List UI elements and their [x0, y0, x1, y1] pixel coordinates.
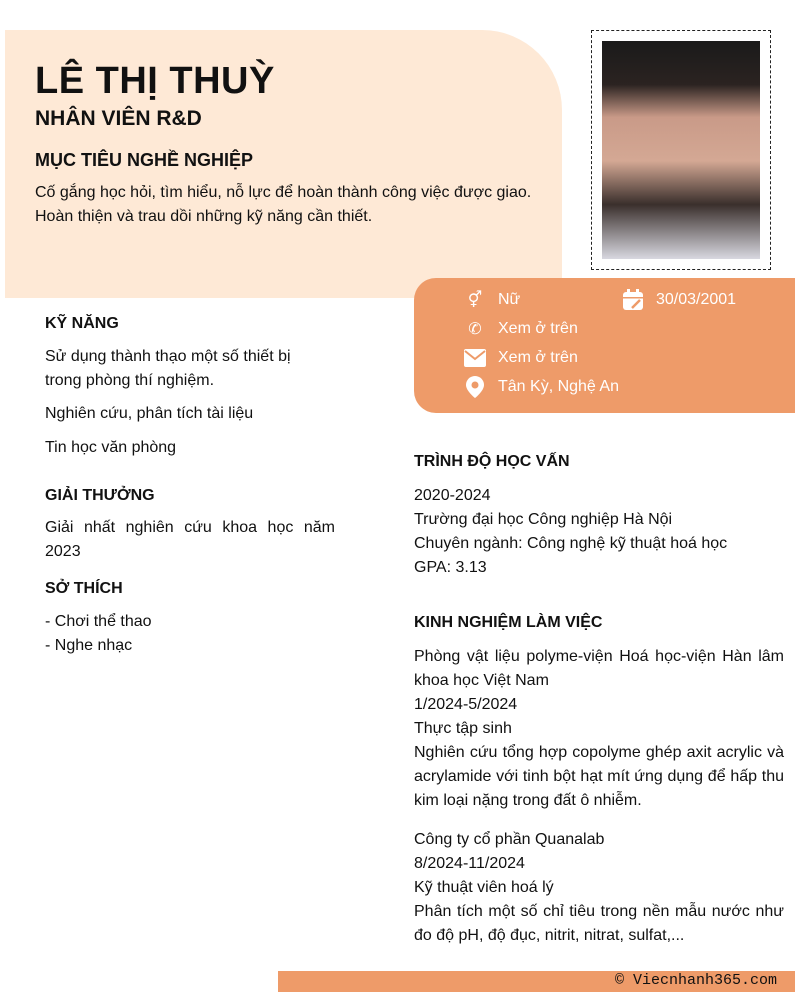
education-school: Trường đại học Công nghiệp Hà Nội: [414, 511, 673, 528]
gender-icon: ⚥: [467, 292, 483, 309]
skill-item: Nghiên cứu, phân tích tài liệu: [45, 405, 254, 422]
footer-bar: [278, 971, 795, 992]
email-icon: [464, 347, 486, 369]
job-period: 1/2024-5/2024: [414, 696, 518, 713]
skill-item: Sử dụng thành thạo một số thiết bị trong phòng thí nghiệm.: [45, 348, 291, 389]
profile-photo-frame: [591, 30, 771, 270]
hobby-item: - Chơi thể thao: [45, 613, 152, 630]
job-title: NHÂN VIÊN R&D: [35, 107, 202, 130]
job-role: Kỹ thuật viên hoá lý: [414, 879, 554, 896]
hobby-item: - Nghe nhạc: [45, 637, 133, 654]
education-period: 2020-2024: [414, 487, 491, 504]
skill-item: Tin học văn phòng: [45, 439, 177, 456]
experience-item: [414, 828, 784, 948]
education-major: Chuyên ngành: Công nghệ kỹ thuật hoá học: [414, 535, 728, 552]
job-company: Công ty cổ phần Quanalab: [414, 831, 605, 848]
address-value: Tân Kỳ, Nghệ An: [498, 378, 619, 395]
awards-heading: GIẢI THƯỞNG: [45, 487, 155, 504]
phone-value: Xem ở trên: [498, 320, 578, 337]
objective-line: Hoàn thiện và trau dồi những kỹ năng cần thiết.: [35, 208, 373, 225]
education-gpa: GPA: 3.13: [414, 559, 487, 576]
birthday-value: 30/03/2001: [656, 291, 737, 308]
objective-text: [35, 181, 535, 229]
footer-credit: © Viecnhanh365.com: [614, 972, 777, 989]
education-details: [414, 484, 784, 580]
calendar-icon: [622, 289, 644, 311]
award-item: Giải nhất nghiên cứu khoa học năm 2023: [45, 519, 335, 560]
phone-icon: ✆: [468, 321, 482, 338]
objective-line: Cố gắng học hỏi, tìm hiểu, nỗ lực để hoàn thành công việc được giao.: [35, 184, 532, 201]
hobbies-heading: SỞ THÍCH: [45, 580, 123, 597]
job-description: Nghiên cứu tổng hợp copolyme ghép axit acrylic và acrylamide với tinh bột hạt mít ứng dụng để hấp thu kim loại nặng trong đất ô nhiễm.: [414, 744, 784, 809]
contact-info-box: [414, 278, 795, 413]
candidate-name: LÊ THỊ THUỲ: [35, 60, 275, 102]
job-role: Thực tập sinh: [414, 720, 512, 737]
email-value: Xem ở trên: [498, 349, 578, 366]
job-period: 8/2024-11/2024: [414, 855, 525, 872]
profile-photo: [602, 41, 760, 259]
job-description: Phân tích một số chỉ tiêu trong nền mẫu nước như đo độ pH, độ đục, nitrit, nitrat, sulfat,...: [414, 903, 784, 944]
experience-item: [414, 645, 784, 813]
job-company: Phòng vật liệu polyme-viện Hoá học-viện Hàn lâm khoa học Việt Nam: [414, 648, 784, 689]
skills-heading: KỸ NĂNG: [45, 315, 119, 332]
education-heading: TRÌNH ĐỘ HỌC VẤN: [414, 453, 570, 470]
objective-heading: MỤC TIÊU NGHỀ NGHIỆP: [35, 150, 254, 170]
experience-heading: KINH NGHIỆM LÀM VIỆC: [414, 614, 603, 631]
location-icon: [464, 376, 486, 398]
gender-value: Nữ: [498, 291, 521, 308]
